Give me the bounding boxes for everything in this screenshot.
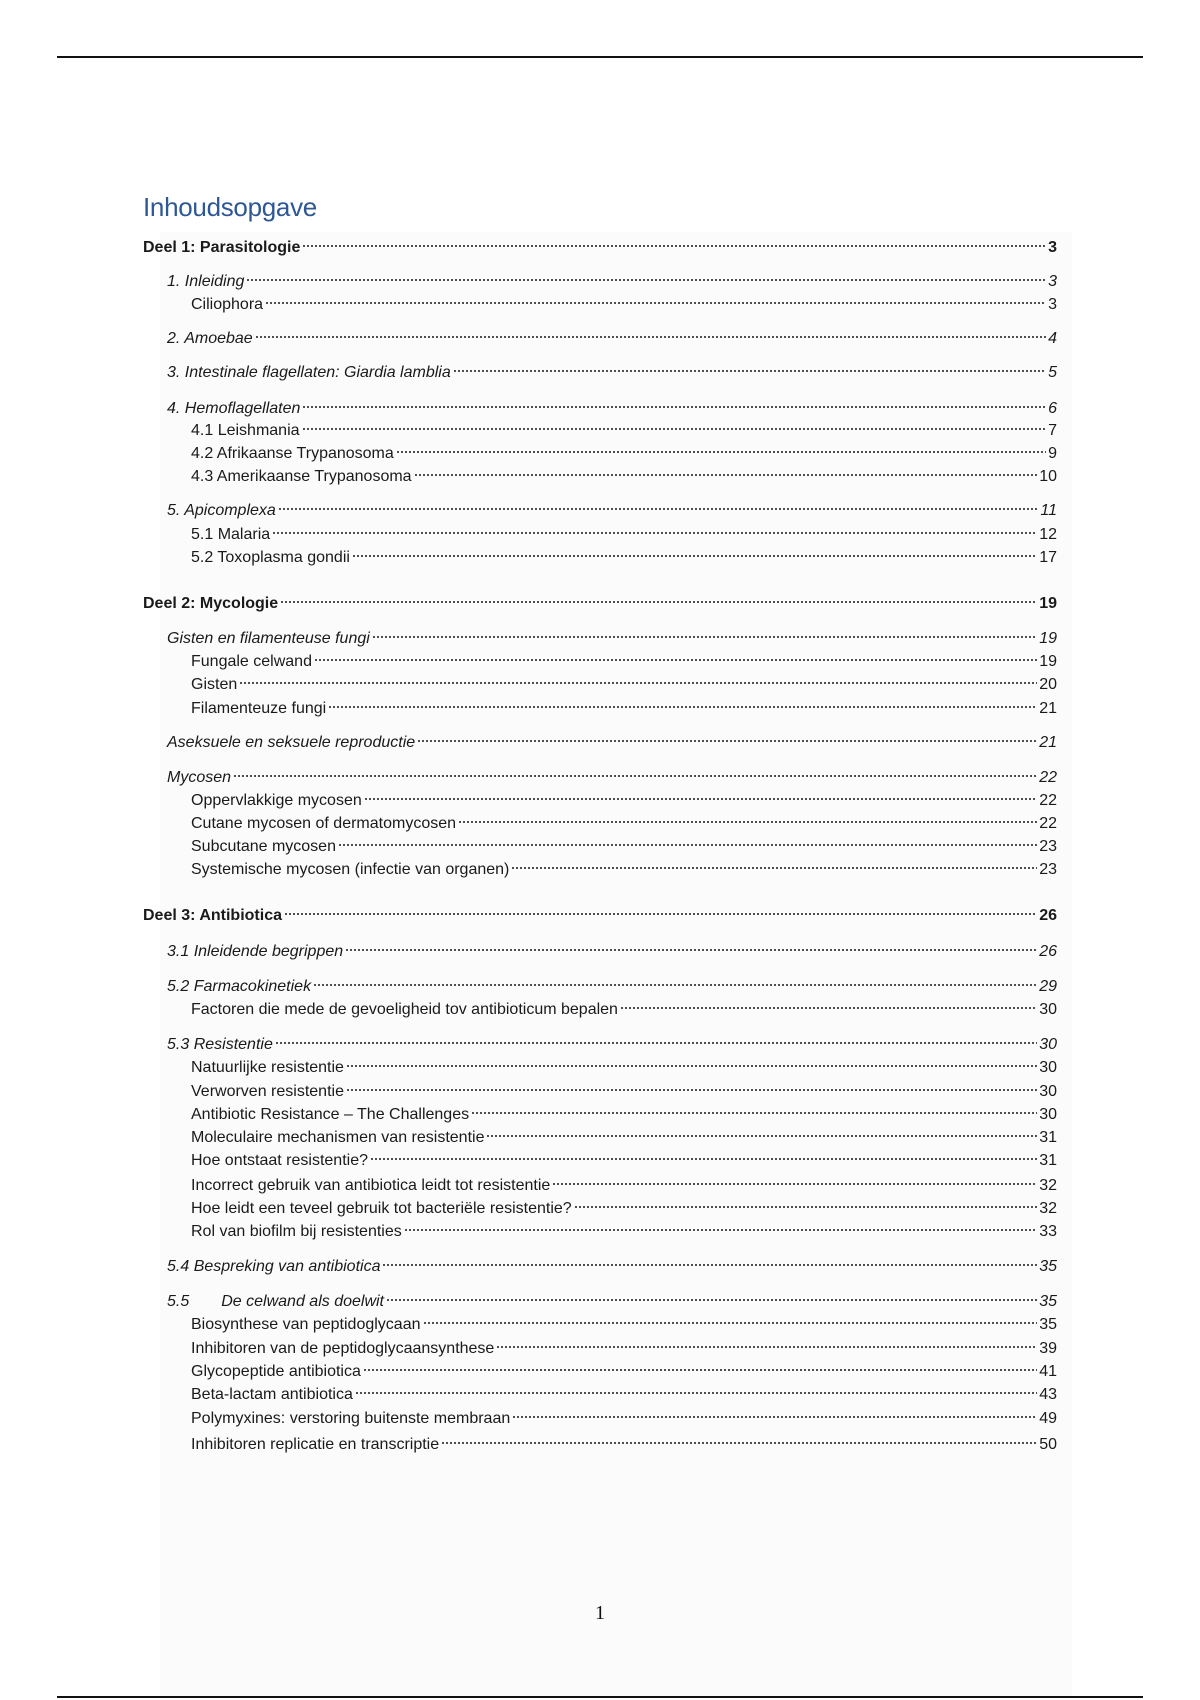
toc-entry-title: 5.4 Bespreking van antibiotica [167, 1258, 381, 1275]
toc-entry-title: Deel 1: Parasitologie [143, 239, 301, 256]
toc-entry-page: 33 [1039, 1223, 1057, 1240]
toc-dot-leader [574, 1205, 1038, 1209]
toc-entry-title: Hoe leidt een teveel gebruik tot bacteriële resistentie? [191, 1200, 572, 1217]
toc-dot-leader [441, 1441, 1037, 1445]
toc-entry-title: 3. Intestinale flagellaten: Giardia lamblia [167, 364, 451, 381]
toc-entry-page: 32 [1039, 1177, 1057, 1194]
toc-entry-page: 30 [1039, 1106, 1057, 1123]
toc-dot-leader [352, 554, 1037, 558]
toc-entry-title: Hoe ontstaat resistentie? [191, 1152, 368, 1169]
toc-entry[interactable] [191, 1435, 1057, 1455]
toc-entry[interactable] [191, 837, 1057, 857]
toc-dot-leader [372, 635, 1037, 639]
toc-dot-leader [486, 1134, 1037, 1138]
toc-entry[interactable] [167, 1257, 1057, 1277]
toc-entry-title: Incorrect gebruik van antibiotica leidt tot resistentie [191, 1177, 551, 1194]
toc-dot-leader [302, 244, 1046, 248]
toc-entry-title: 5.1 Malaria [191, 526, 271, 543]
toc-entry[interactable] [191, 860, 1057, 880]
toc-entry-title: Oppervlakkige mycosen [191, 792, 362, 809]
toc-entry-title: Rol van biofilm bij resistenties [191, 1223, 402, 1240]
toc-entry-page: 43 [1039, 1386, 1057, 1403]
toc-entry-page: 30 [1039, 1001, 1057, 1018]
toc-entry-page: 9 [1048, 445, 1057, 462]
toc-entry-page: 39 [1039, 1340, 1057, 1357]
toc-entry[interactable] [143, 906, 1057, 926]
toc-entry-page: 20 [1039, 676, 1057, 693]
toc-entry[interactable] [191, 444, 1057, 464]
toc-entry-title: Beta-lactam antibiotica [191, 1386, 353, 1403]
toc-entry[interactable] [191, 1385, 1057, 1405]
toc-entry[interactable] [191, 1128, 1057, 1148]
toc-entry[interactable] [167, 942, 1057, 962]
toc-entry[interactable] [167, 733, 1057, 753]
toc-entry[interactable] [191, 1105, 1057, 1125]
toc-entry[interactable] [167, 363, 1057, 383]
toc-dot-leader [552, 1182, 1037, 1186]
toc-entry-title: Glycopeptide antibiotica [191, 1363, 361, 1380]
toc-dot-leader [414, 473, 1038, 477]
toc-entry-title: Gisten en filamenteuse fungi [167, 630, 370, 647]
toc-entry-title: Deel 2: Mycologie [143, 595, 279, 612]
toc-entry[interactable] [191, 814, 1057, 834]
toc-entry-page: 31 [1039, 1129, 1057, 1146]
toc-entry[interactable] [191, 295, 1057, 315]
toc-entry[interactable] [167, 501, 1057, 521]
toc-entry-page: 29 [1039, 978, 1057, 995]
toc-entry-title: 5.2 Toxoplasma gondii [191, 549, 350, 566]
toc-entry-page: 3 [1048, 296, 1057, 313]
toc-entry[interactable] [191, 1339, 1057, 1359]
toc-dot-leader [338, 843, 1037, 847]
toc-entry[interactable] [191, 1000, 1057, 1020]
toc-entry-page: 41 [1039, 1363, 1057, 1380]
toc-dot-leader [239, 681, 1037, 685]
toc-dot-leader [302, 405, 1046, 409]
toc-dot-leader [423, 1321, 1038, 1325]
toc-dot-leader [345, 948, 1037, 952]
toc-entry[interactable] [191, 421, 1057, 441]
toc-entry-page: 19 [1039, 595, 1057, 612]
toc-dot-leader [512, 1415, 1037, 1419]
toc-dot-leader [382, 1263, 1037, 1267]
toc-entry-title: Verworven resistentie [191, 1083, 344, 1100]
toc-entry[interactable] [191, 548, 1057, 568]
toc-dot-leader [346, 1064, 1037, 1068]
toc-entry[interactable] [167, 329, 1057, 349]
toc-dot-leader [471, 1111, 1037, 1115]
toc-entry[interactable] [191, 1222, 1057, 1242]
toc-entry-page: 35 [1039, 1316, 1057, 1333]
toc-dot-leader [233, 774, 1037, 778]
toc-entry-title: 5.3 Resistentie [167, 1036, 273, 1053]
toc-entry-page: 10 [1039, 468, 1057, 485]
toc-entry-title: Biosynthese van peptidoglycaan [191, 1316, 421, 1333]
toc-entry-title: Inhibitoren replicatie en transcriptie [191, 1436, 440, 1453]
toc-dot-leader [302, 427, 1047, 431]
toc-entry-page: 23 [1039, 838, 1057, 855]
toc-entry-page: 21 [1039, 700, 1057, 717]
toc-dot-leader [278, 507, 1039, 511]
toc-entry-page: 19 [1039, 653, 1057, 670]
toc-entry[interactable] [191, 699, 1057, 719]
toc-dot-leader [265, 301, 1046, 305]
toc-entry[interactable] [167, 629, 1057, 649]
toc-entry[interactable] [191, 1315, 1057, 1335]
toc-entry-page: 4 [1048, 330, 1057, 347]
toc-entry-page: 22 [1039, 769, 1057, 786]
toc-dot-leader [458, 820, 1037, 824]
toc-entry-page: 30 [1039, 1036, 1057, 1053]
toc-dot-leader [496, 1345, 1037, 1349]
toc-entry[interactable] [143, 594, 1057, 614]
toc-entry-page: 3 [1048, 239, 1057, 256]
toc-entry-page: 26 [1039, 907, 1057, 924]
toc-entry-title: Deel 3: Antibiotica [143, 907, 282, 924]
toc-entry[interactable] [191, 1176, 1057, 1196]
toc-entry-title: Moleculaire mechanismen van resistentie [191, 1129, 485, 1146]
toc-entry[interactable] [167, 1035, 1057, 1055]
toc-entry-title: Polymyxines: verstoring buitenste membraan [191, 1410, 511, 1427]
toc-entry-title: 3.1 Inleidende begrippen [167, 943, 344, 960]
toc-dot-leader [255, 335, 1046, 339]
toc-entry-page: 30 [1039, 1059, 1057, 1076]
toc-dot-leader [328, 705, 1037, 709]
toc-entry-title: 5.2 Farmacokinetiek [167, 978, 312, 995]
toc-entry-page: 21 [1039, 734, 1057, 751]
toc-entry[interactable] [191, 1362, 1057, 1382]
toc-entry[interactable] [167, 768, 1057, 788]
toc-entry-page: 17 [1039, 549, 1057, 566]
toc-entry-title: Systemische mycosen (infectie van organen) [191, 861, 510, 878]
page-number: 1 [595, 1602, 605, 1624]
toc-entry-title: 1. Inleiding [167, 273, 245, 290]
toc-dot-leader [620, 1006, 1037, 1010]
toc-dot-leader [313, 983, 1037, 987]
toc-entry[interactable] [191, 1409, 1057, 1429]
toc-dot-leader [396, 450, 1046, 454]
toc-entry-page: 12 [1039, 526, 1057, 543]
toc-dot-leader [453, 369, 1046, 373]
toc-entry-page: 32 [1039, 1200, 1057, 1217]
toc-entry[interactable] [191, 525, 1057, 545]
toc-entry[interactable] [191, 1199, 1057, 1219]
toc-dot-leader [346, 1088, 1037, 1092]
toc-entry-title: Mycosen [167, 769, 232, 786]
toc-entry-title: Inhibitoren van de peptidoglycaansynthese [191, 1340, 495, 1357]
toc-entry-page: 19 [1039, 630, 1057, 647]
toc-dot-leader [272, 531, 1037, 535]
toc-dot-leader [417, 739, 1037, 743]
toc-entry-title: 4. Hemoflagellaten [167, 400, 301, 417]
toc-entry-page: 23 [1039, 861, 1057, 878]
toc-entry-page: 7 [1048, 422, 1057, 439]
toc-entry-title: Subcutane mycosen [191, 838, 336, 855]
toc-entry[interactable] [167, 1292, 1057, 1312]
toc-entry-title: 5. Apicomplexa [167, 502, 276, 519]
toc-entry-page: 35 [1039, 1293, 1057, 1310]
toc-entry[interactable] [191, 675, 1057, 695]
toc-dot-leader [355, 1391, 1037, 1395]
toc-heading: Inhoudsopgave [143, 192, 317, 222]
toc-entry[interactable] [167, 399, 1057, 419]
toc-dot-leader [386, 1298, 1037, 1302]
toc-entry[interactable] [191, 1082, 1057, 1102]
toc-entry[interactable] [167, 977, 1057, 997]
toc-dot-leader [275, 1041, 1037, 1045]
toc-dot-leader [280, 600, 1037, 604]
toc-dot-leader [370, 1157, 1037, 1161]
toc-entry-page: 50 [1039, 1436, 1057, 1453]
toc-dot-leader [363, 1368, 1037, 1372]
toc-entry-title: Filamenteuze fungi [191, 700, 327, 717]
toc-entry[interactable] [191, 1058, 1057, 1078]
toc-entry-page: 35 [1039, 1258, 1057, 1275]
toc-entry-title: Fungale celwand [191, 653, 312, 670]
toc-entry[interactable] [191, 791, 1057, 811]
toc-entry-page: 26 [1039, 943, 1057, 960]
toc-entry-title: 4.1 Leishmania [191, 422, 300, 439]
toc-entry-page: 22 [1039, 815, 1057, 832]
toc-entry-title: Gisten [191, 676, 238, 693]
toc-entry-title: Natuurlijke resistentie [191, 1059, 344, 1076]
toc-entry-page: 49 [1039, 1410, 1057, 1427]
toc-entry-title: Factoren die mede de gevoeligheid tov antibioticum bepalen [191, 1001, 618, 1018]
toc-entry[interactable] [143, 238, 1057, 258]
toc-entry[interactable] [191, 1151, 1057, 1171]
toc-entry-title: 4.3 Amerikaanse Trypanosoma [191, 468, 412, 485]
toc-entry-title: Antibiotic Resistance – The Challenges [191, 1106, 470, 1123]
toc-entry-page: 11 [1040, 502, 1057, 519]
toc-dot-leader [404, 1228, 1037, 1232]
toc-entry-title: Ciliophora [191, 296, 264, 313]
toc-dot-leader [314, 658, 1037, 662]
toc-entry-page: 31 [1039, 1152, 1057, 1169]
toc-entry[interactable] [191, 652, 1057, 672]
toc-entry-title: 5.5 De celwand als doelwit [167, 1293, 384, 1310]
toc-dot-leader [284, 912, 1037, 916]
toc-dot-leader [364, 797, 1037, 801]
toc-entry-title: Cutane mycosen of dermatomycosen [191, 815, 457, 832]
toc-entry-page: 6 [1048, 400, 1057, 417]
toc-entry[interactable] [167, 272, 1057, 292]
toc-entry-title: 4.2 Afrikaanse Trypanosoma [191, 445, 394, 462]
toc-entry-page: 30 [1039, 1083, 1057, 1100]
toc-entry-page: 3 [1048, 273, 1057, 290]
toc-entry-title: Aseksuele en seksuele reproductie [167, 734, 416, 751]
toc-dot-leader [246, 278, 1046, 282]
toc-entry-page: 5 [1048, 364, 1057, 381]
toc-entry[interactable] [191, 467, 1057, 487]
toc-entry-page: 22 [1039, 792, 1057, 809]
toc-dot-leader [511, 866, 1037, 870]
toc-entry-title: 2. Amoebae [167, 330, 253, 347]
bottom-rule [57, 1696, 1143, 1698]
